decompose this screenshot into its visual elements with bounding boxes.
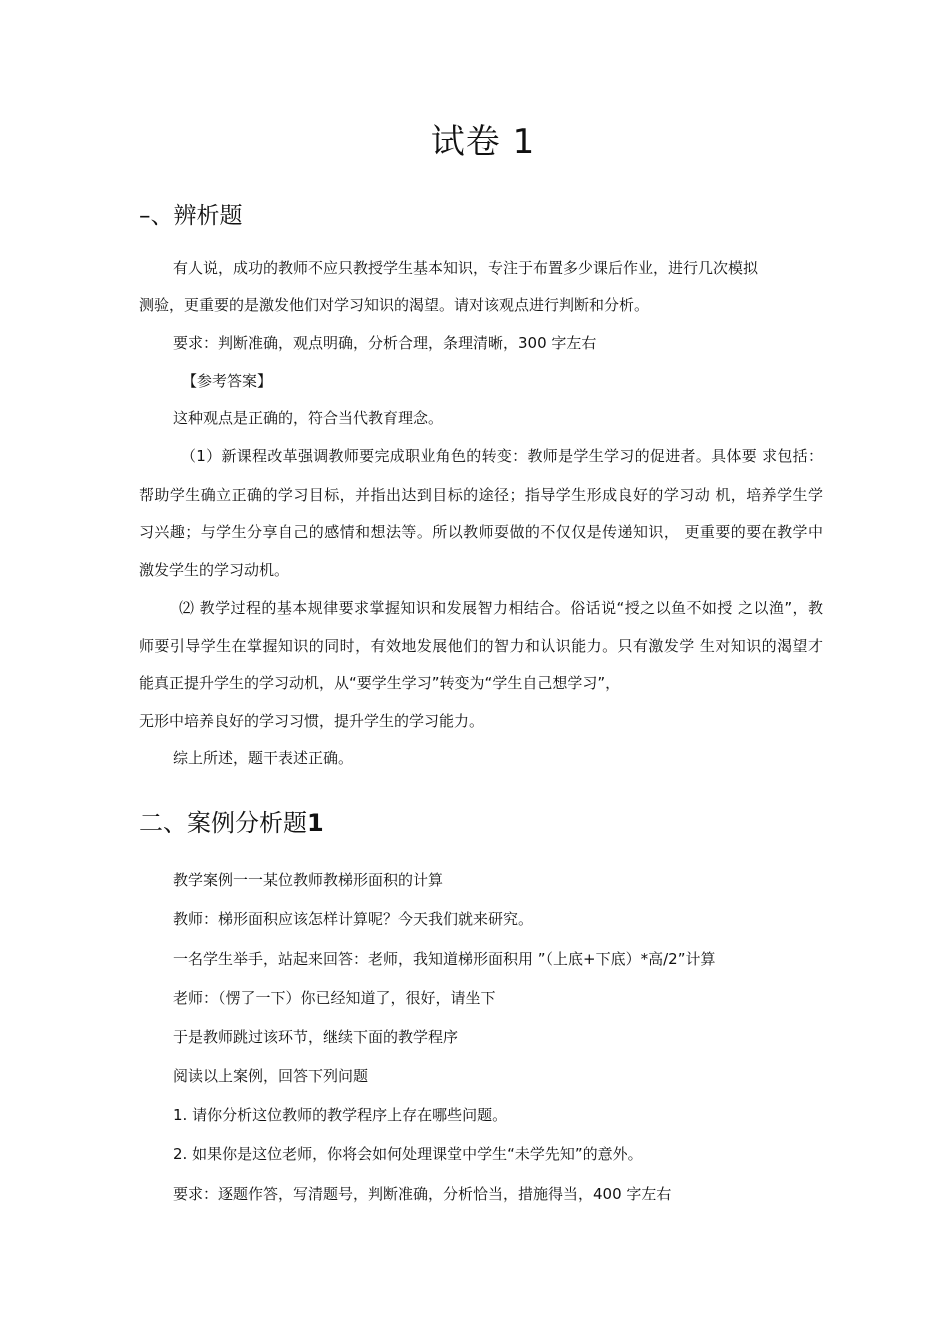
case-line: 一名学生举手，站起来回答：老师，我知道梯形面积用 ”（上底+下底）*高/2”计算: [173, 950, 716, 968]
reference-answer-label: 【参考答案】: [182, 372, 273, 390]
case-line: 教师：梯形面积应该怎样计算呢？今天我们就来研究。: [173, 910, 534, 928]
case-line: 老师：（愣了一下）你已经知道了，很好，请坐下: [173, 989, 496, 1007]
case-line: 于是教师跳过该环节，继续下面的教学程序: [173, 1028, 459, 1046]
paragraph-line: 这种观点是正确的，符合当代教育理念。: [173, 409, 444, 427]
paragraph-line: 师要引导学生在掌握知识的同时，有效地发展他们的智力和认识能力。只有激发学 生对知识的渴望才: [139, 637, 823, 655]
paragraph-line: 有人说，成功的教师不应只教授学生基本知识，专注于布置多少课后作业，进行几次模拟: [173, 259, 759, 277]
question-item: 2. 如果你是这位老师，你将会如何处理课堂中学生“未学先知”的意外。: [173, 1145, 643, 1163]
paragraph-line: 激发学生的学习动机。: [139, 561, 290, 579]
case-line: 教学案例一一某位教师教梯形面积的计算: [173, 871, 444, 889]
section2-heading-text: 二、案例分析题: [139, 809, 307, 837]
requirement-line: 要求：判断准确，观点明确，分析合理，条理清晰，300 字左右: [173, 334, 597, 352]
conclusion-line: 综上所述，题干表述正确。: [173, 749, 354, 767]
paragraph-line: 无形中培养良好的学习习惯，提升学生的学习能力。: [139, 712, 485, 730]
requirement-line: 要求：逐题作答，写清题号，判断准确，分析恰当，措施得当，400 字左右: [173, 1185, 672, 1203]
paragraph-line: （1）新课程改革强调教师要完成职业角色的转变：教师是学生学习的促进者。具体要 求包括：: [181, 447, 823, 465]
paragraph-line: 习兴趣；与学生分享自己的感情和想法等。所以教师耍做的不仅仅是传递知识， 更重要的要在教学中: [139, 523, 823, 541]
page-title: 试卷 1: [430, 122, 536, 162]
case-line: 阅读以上案例，回答下列问题: [173, 1067, 369, 1085]
paragraph-line: 帮助学生确立正确的学习目标，并指出达到目标的途径；指导学生形成良好的学习动 机，培养学生学: [139, 486, 823, 504]
question-item: 1. 请你分析这位教师的教学程序上存在哪些问题。: [173, 1106, 508, 1124]
section2-heading: [139, 803, 324, 838]
paragraph-line: 测验，更重要的是激发他们对学习知识的渴望。请对该观点进行判断和分析。: [139, 296, 650, 314]
paragraph-line: 能真正提升学生的学习动机，从“要学生学习”转变为“学生自己想学习”，: [139, 674, 621, 692]
section1-heading: –、辨析题: [139, 203, 243, 229]
paragraph-line: ⑵ 教学过程的基本规律要求掌握知识和发展智力相结合。俗话说“授之以鱼不如授 之以渔”，教: [179, 599, 823, 617]
section2-heading-number: 1: [307, 809, 324, 837]
